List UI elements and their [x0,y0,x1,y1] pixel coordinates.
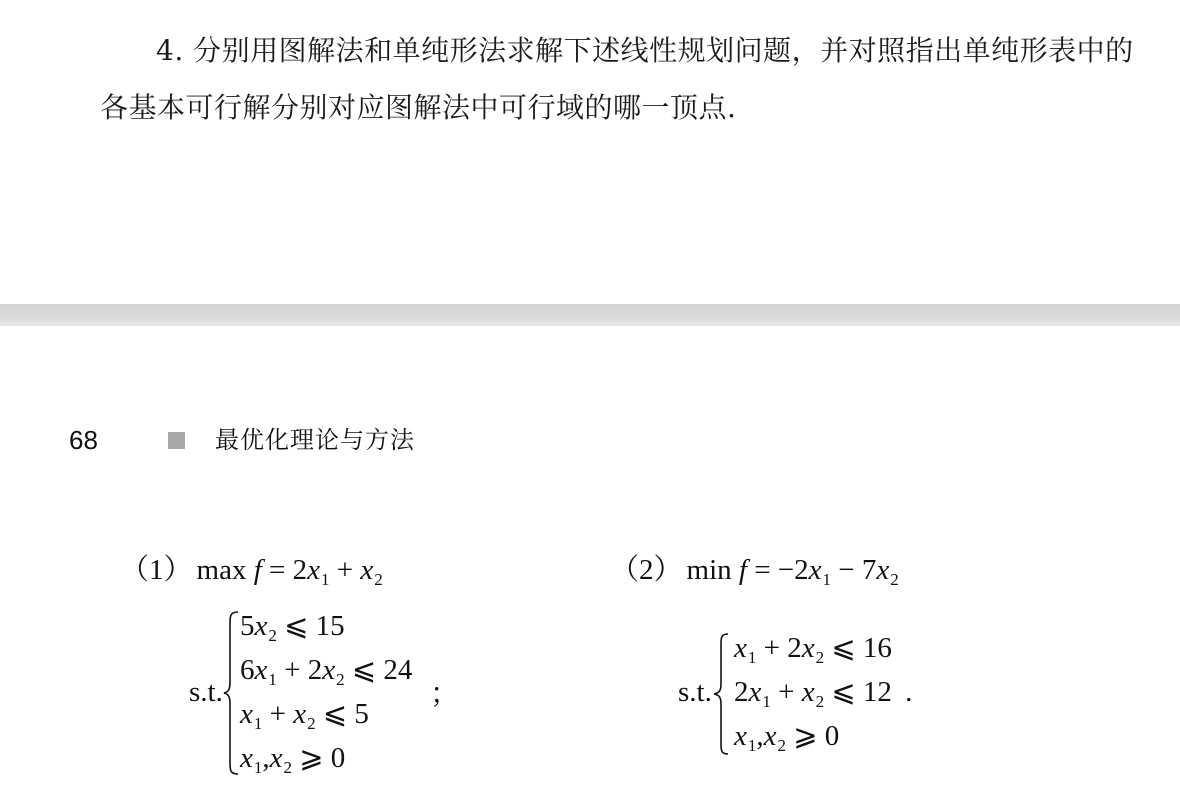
p1c2-sub2: 2 [336,670,345,689]
p1c4-rel: ⩾ 0 [299,742,346,774]
part1-x2: x [360,554,374,586]
p1c1-coef: 5 [240,610,255,642]
part1-constraint-1 [240,610,345,645]
part2-f: f [738,554,747,586]
p2c1-sub2: 2 [815,648,825,667]
p1c4-var2: x [269,742,283,774]
part2-objective [610,554,899,589]
part2-constraint-1 [734,632,892,667]
part1-constraint-3 [240,698,369,733]
part2-constraint-2 [734,676,913,711]
p2c2-rel: ⩽ 12 [831,676,892,708]
p2c2-coef1: 2 [734,676,749,708]
p1c2-rel: ⩽ 24 [351,654,413,686]
part1-end-punct: ； [430,678,460,710]
p1c4-comma: , [262,742,270,774]
p1c3-var2: x [293,698,307,730]
problem-statement: 4. 分别用图解法和单纯形法求解下述线性规划问题，并对照指出单纯形表中的各基本可行解分别对应图解法中可行域的哪一顶点. [100,34,1134,124]
p2c1-var2: x [801,632,815,664]
p1c3-plus: + [269,698,286,730]
part2-op: min [686,554,732,586]
p2c2-sub2: 2 [815,692,825,711]
p2c3-sub1: 1 [747,736,757,755]
book-title: 最优化理论与方法 [215,426,415,454]
p2c1-sub1: 1 [747,648,757,667]
part1-objective [120,554,383,589]
p2c3-sub2: 2 [777,736,786,755]
p1c3-var1: x [240,698,253,730]
page-number: 68 [69,425,98,455]
p1c3-rel: ⩽ 5 [322,698,369,730]
part1-plus: + [336,554,354,586]
part1-eq: = 2 [269,554,308,586]
part1-f: f [253,554,262,586]
p2c1-var1: x [734,632,747,664]
p1c3-sub2: 2 [307,714,316,733]
part2-constraint-3 [734,720,840,755]
p1c2-coef1: 6 [240,654,255,686]
p2c3-var2: x [763,720,777,752]
p1c2-sub1: 1 [268,670,277,689]
p2c2-var1: x [748,676,762,708]
part2-sub2: 2 [890,570,899,589]
upper-page [0,0,1180,304]
part2-st: s.t. [678,676,712,708]
p2c3-rel: ⩾ 0 [793,720,840,752]
p2c3-comma: , [756,720,764,752]
part2-x2: x [876,554,890,586]
p2c2-sub1: 1 [762,692,771,711]
part1-op: max [196,554,247,586]
part2-sub1: 1 [822,570,832,589]
part1-x1: x [307,554,320,586]
p1c2-var2: x [322,654,336,686]
p1c4-sub1: 1 [253,758,263,777]
part2-eq: = −2 [754,554,809,586]
part1-sub2: 2 [374,570,383,589]
part1-constraint-2 [240,654,413,689]
part1-st: s.t. [189,676,223,708]
p2c3-var1: x [734,720,747,752]
p2c1-rel: ⩽ 16 [831,632,892,664]
p2c2-var2: x [801,676,815,708]
p1c4-sub2: 2 [283,758,292,777]
p1c1-sub: 2 [268,626,277,645]
p1c3-sub1: 1 [253,714,263,733]
part1-brace-icon [222,610,242,776]
p1c1-var: x [254,610,268,642]
part2-label: （2） [610,554,683,586]
page-separator [0,304,1180,326]
part2-x1: x [808,554,822,586]
part2-end-punct: . [905,676,913,708]
part1-label: （1） [120,554,193,586]
p1c2-plus: + 2 [284,654,323,686]
part1-sub1: 1 [321,570,330,589]
p2c2-plus: + [778,676,795,708]
p1c1-rel: ⩽ 15 [284,610,345,642]
p1c2-var1: x [254,654,268,686]
part1-constraint-4 [240,742,346,777]
p1c4-var1: x [240,742,253,774]
header-square-icon [168,432,185,449]
p2c1-plus: + 2 [763,632,802,664]
part2-minus: − 7 [838,554,877,586]
part2-brace-icon [712,632,732,756]
